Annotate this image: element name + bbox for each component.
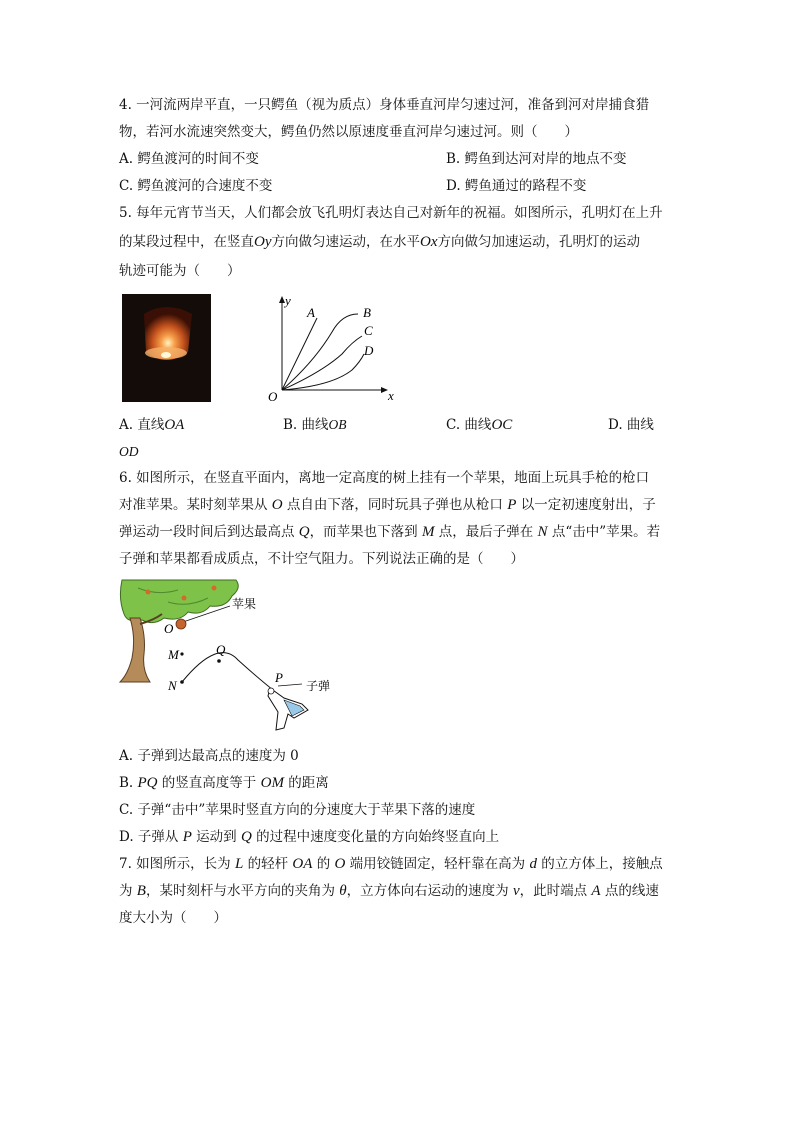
q6-option-d-end: 的过程中速度变化量的方向始终竖直向上	[251, 829, 500, 845]
q7-var-l: L	[234, 856, 244, 872]
q5-line-1: 5. 每年元宵节当天，人们都会放飞孔明灯表达自己对新年的祝福。如图所示，孔明灯在上升	[119, 205, 663, 221]
label-o: O	[164, 621, 174, 636]
toy-gun	[268, 688, 308, 730]
tree-canopy	[120, 580, 238, 623]
lantern-flame	[161, 352, 171, 358]
label-apple: 苹果	[232, 597, 257, 611]
q7-line-1d: 端用铰链固定，轻杆靠在高为	[345, 856, 530, 872]
q6-var-m: M	[421, 524, 435, 540]
q6-option-b	[119, 774, 329, 792]
q7-line-1b: 的轻杆	[243, 856, 293, 872]
q5-option-c-var: OC	[491, 417, 513, 433]
q5-option-d-var: OD	[119, 444, 139, 459]
q7-var-theta: θ	[339, 883, 347, 899]
point-n	[180, 680, 184, 684]
q5-option-a-var: OA	[164, 417, 185, 433]
q7-var-v: v	[512, 883, 520, 899]
q6-option-d-p: P	[182, 829, 192, 845]
q5-option-b-var: OB	[328, 417, 347, 432]
point-m	[180, 652, 183, 655]
q5-option-c	[446, 416, 512, 434]
q5-option-a	[119, 416, 184, 434]
q6-line-3	[119, 523, 660, 541]
q5-option-a-text: A. 直线	[119, 417, 165, 433]
lantern-photo	[122, 294, 211, 402]
q7-line-1a: 7. 如图所示，长为	[119, 856, 235, 872]
tree-fruit	[182, 596, 187, 601]
tree-trunk	[120, 618, 150, 682]
bullet-trajectory	[182, 653, 273, 690]
label-p: P	[275, 670, 283, 685]
tree-fruit	[146, 590, 151, 595]
q6-option-b-mid: 的竖直高度等于	[157, 775, 261, 791]
q6-line-3d: 点“击中”苹果。若	[547, 524, 661, 540]
q6-var-q: Q	[298, 524, 310, 540]
apple	[176, 619, 186, 629]
q5-option-d: D. 曲线	[608, 417, 654, 433]
q7-line-1e: 的立方体上，接触点	[536, 856, 663, 872]
q5-line-2b: 方向做匀速运动，在水平	[271, 234, 420, 250]
q5-line-2	[119, 233, 640, 251]
q7-var-oa: OA	[292, 856, 313, 872]
q5-option-c-text: C. 曲线	[446, 417, 492, 433]
graph-label-c: C	[364, 323, 373, 338]
curve-oa	[282, 318, 317, 390]
q7-line-2d: ，此时端点	[519, 883, 592, 899]
q6-option-c: C. 子弹“击中”苹果时竖直方向的分速度大于苹果下落的速度	[119, 802, 476, 818]
q6-option-d	[119, 828, 499, 846]
q6-line-3b: ，而苹果也下落到	[309, 524, 422, 540]
graph-label-a: A	[307, 305, 315, 320]
q6-option-d-q: Q	[240, 829, 252, 845]
q5-line-3: 轨迹可能为（ ）	[119, 263, 241, 279]
x-axis-arrow	[381, 387, 388, 393]
q6-var-o: O	[271, 497, 283, 513]
q5-line-2c: 方向做匀加速运动，孔明灯的运动	[437, 234, 640, 250]
q4-option-b: B. 鳄鱼到达河对岸的地点不变	[446, 151, 627, 167]
label-m: M	[168, 647, 179, 662]
q7-var-o: O	[334, 856, 346, 872]
q6-line-3a: 弹运动一段时间后到达最高点	[119, 524, 299, 540]
q6-var-n: N	[537, 524, 548, 540]
q6-line-2	[119, 496, 656, 514]
q5-var-oy: Oy	[254, 234, 272, 250]
graph-label-o: O	[268, 389, 278, 404]
point-q	[217, 659, 221, 663]
q4-option-a: A. 鳄鱼渡河的时间不变	[119, 151, 259, 167]
q7-line-2e: 点的线速	[600, 883, 659, 899]
graph-label-y: y	[285, 293, 291, 308]
q6-option-d-mid: 运动到	[191, 829, 241, 845]
q7-line-2a: 为	[119, 883, 137, 899]
trajectory-graph	[262, 292, 402, 404]
q7-line-1c: 的	[312, 856, 335, 872]
q5-line-2a: 的某段过程中，在竖直	[119, 234, 254, 250]
curve-oc	[282, 336, 362, 390]
q7-line-3: 度大小为（ ）	[119, 910, 227, 926]
q6-var-p: P	[507, 497, 517, 513]
label-n: N	[168, 678, 177, 693]
q4-option-c: C. 鳄鱼渡河的合速度不变	[119, 178, 273, 194]
q5-option-b-text: B. 曲线	[283, 417, 329, 433]
q6-line-2b: 点自由下落，同时玩具子弹也从枪口	[282, 497, 508, 513]
q5-option-b	[283, 416, 347, 434]
q6-line-3c: 点，最后子弹在	[434, 524, 538, 540]
q7-var-b: B	[136, 883, 146, 899]
apple-bullet-figure	[118, 578, 348, 732]
q6-option-b-prefix: B.	[119, 775, 138, 791]
q6-line-2a: 对准苹果。某时刻苹果从	[119, 497, 272, 513]
q7-line-2b: ，某时刻杆与水平方向的夹角为	[145, 883, 340, 899]
q6-line-4: 子弹和苹果都看成质点，不计空气阻力。下列说法正确的是（ ）	[119, 551, 524, 567]
graph-label-b: B	[363, 305, 371, 320]
label-bullet: 子弹	[306, 679, 331, 693]
q6-line-1: 6. 如图所示，在竖直平面内，离地一定高度的树上挂有一个苹果，地面上玩具手枪的枪口	[119, 470, 650, 486]
q6-option-b-om: OM	[260, 775, 284, 791]
q4-line-2: 物，若河水流速突然变大，鳄鱼仍然以原速度垂直河岸匀速过河。则（ ）	[119, 124, 578, 140]
q7-line-2	[119, 882, 659, 900]
q4-option-d: D. 鳄鱼通过的路程不变	[446, 178, 587, 194]
q7-line-1	[119, 855, 663, 873]
q5-var-ox: Ox	[420, 234, 438, 250]
q7-line-2c: ，立方体向右运动的速度为	[346, 883, 513, 899]
q6-option-b-pq: PQ	[137, 775, 158, 791]
label-q: Q	[216, 642, 226, 657]
q7-var-d: d	[529, 856, 537, 872]
q4-line-1: 4. 一河流两岸平直，一只鳄鱼（视为质点）身体垂直河岸匀速过河，准备到河对岸捕食猎	[119, 97, 650, 113]
tree-fruit	[212, 586, 217, 591]
curve-ob	[282, 314, 358, 390]
graph-label-d: D	[364, 343, 374, 358]
graph-label-x: x	[388, 388, 394, 403]
q7-var-a: A	[591, 883, 601, 899]
q6-option-d-prefix: D. 子弹从	[119, 829, 183, 845]
q6-option-b-end: 的距离	[283, 775, 329, 791]
q6-option-a: A. 子弹到达最高点的速度为 0	[119, 748, 299, 764]
q6-line-2c: 以一定初速度射出，子	[516, 497, 656, 513]
